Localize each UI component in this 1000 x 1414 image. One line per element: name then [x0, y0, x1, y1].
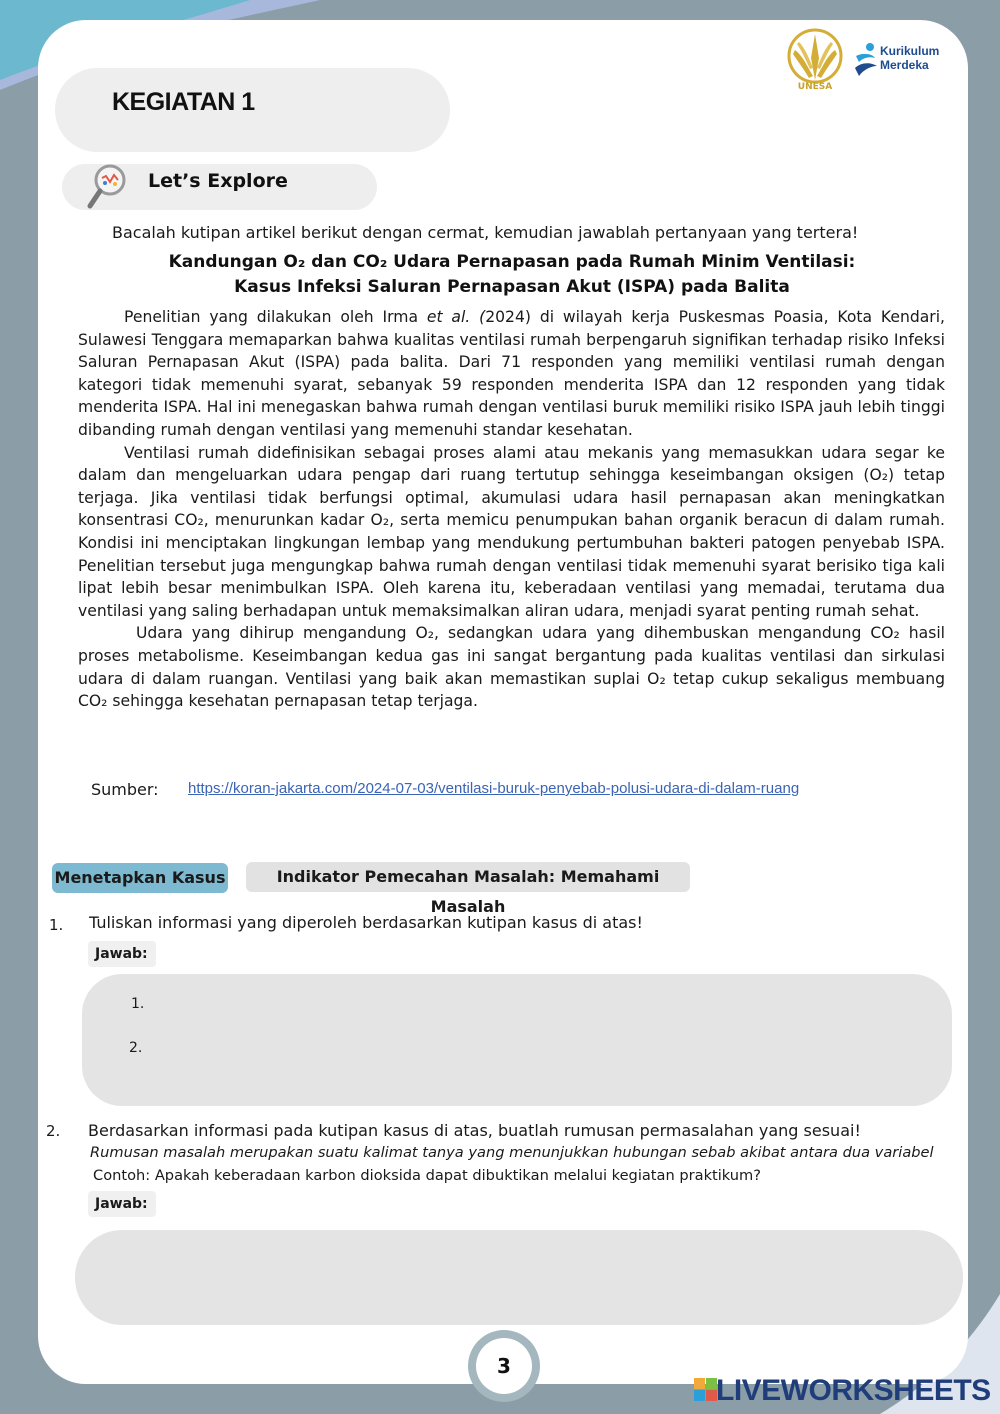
magnifier-icon [86, 162, 130, 210]
article-title-line: Kasus Infeksi Saluran Pernapasan Akut (ISPA) pada Balita [234, 277, 790, 297]
article-text: Penelitian yang dilakukan oleh Irma [124, 308, 427, 326]
page-number-badge [468, 1330, 540, 1402]
km-line1: Kurikulum [880, 44, 940, 58]
answer-item-number: 2. [129, 1040, 143, 1056]
article-title [78, 250, 946, 300]
page-title: KEGIATAN 1 [112, 88, 255, 116]
indicator-tag: Indikator Pemecahan Masalah: Memahami Masalah [246, 862, 690, 892]
source-label: Sumber: [91, 780, 159, 799]
answer-box[interactable] [82, 974, 952, 1106]
page-number: 3 [476, 1338, 532, 1394]
header-logos [783, 28, 953, 94]
article-paragraph: Ventilasi rumah didefinisikan sebagai proses alami atau mekanis yang memasukkan udara segar ke dalam dan mengeluarkan udara pengap dari ruang tertutup sehingga keseimbangan oksigen (O₂) tetap terjaga. Jika ventilasi tidak berfungsi optimal, akumulasi udara hasil pernapasan akan meningkatkan konsentrasi CO₂, menurunkan kadar O₂, serta memicu penumpukan bahan organik beracun di dalam rumah. Kondisi ini menciptakan lingkungan lembap yang mendukung pertumbuhan bakteri patogen penyebab ISPA. Penelitian tersebut juga mengungkap bahwa rumah dengan ventilasi tidak memenuhi syarat berisiko tiga kali lipat lebih besar menimbulkan ISPA. Oleh karena itu, keberadaan ventilasi yang memadai, terutama dua ventilasi yang saling berhadapan untuk memaksimalkan aliran udara, menjadi syarat penting rumah sehat. [78, 443, 945, 620]
instruction-text: Bacalah kutipan artikel berikut dengan cermat, kemudian jawablah pertanyaan yang tertera! [112, 223, 859, 242]
unesa-logo-text: UNESA [797, 82, 833, 92]
kurikulum-merdeka-logo-icon [853, 42, 879, 78]
kurikulum-merdeka-text [880, 44, 939, 72]
article-italic: et al. ( [426, 308, 486, 326]
question-text: Berdasarkan informasi pada kutipan kasus di atas, buatlah rumusan permasalahan yang sesuai! [88, 1121, 861, 1140]
article-title-line: Kandungan O₂ dan CO₂ Udara Pernapasan pada Rumah Minim Ventilasi: [168, 252, 856, 272]
source-link[interactable]: https://koran-jakarta.com/2024-07-03/ventilasi-buruk-penyebab-polusi-udara-di-dalam-ruang [188, 780, 800, 797]
liveworksheets-text: LIVEWORKSHEETS [716, 1374, 991, 1407]
question-example: Contoh: Apakah keberadaan karbon dioksida dapat dibuktikan melalui kegiatan praktikum? [93, 1167, 762, 1184]
liveworksheets-icon [694, 1378, 718, 1402]
km-line2: Merdeka [880, 58, 929, 72]
question-hint: Rumusan masalah merupakan suatu kalimat tanya yang menunjukkan hubungan sebab akibat antara dua variabel [90, 1144, 934, 1161]
article-body [78, 306, 945, 713]
question-text: Tuliskan informasi yang diperoleh berdasarkan kutipan kasus di atas! [89, 913, 643, 932]
article-paragraph: Udara yang dihirup mengandung O₂, sedangkan udara yang dihembuskan mengandung CO₂ hasil proses metabolisme. Keseimbangan kedua gas ini sangat bergantung pada kualitas ventilasi dan sirkulasi udara di dalam ruangan. Ventilasi yang baik akan memastikan suplai O₂ tetap cukup sekaligus membuang CO₂ sehingga kesehatan pernapasan tetap terjaga. [78, 624, 945, 711]
answer-item-number: 1. [131, 996, 145, 1012]
article-text: 2024) di wilayah kerja Puskesmas Poasia, Kota Kendari, Sulawesi Tenggara memaparkan bahwa kualitas ventilasi rumah berpengaruh signifikan terhadap risiko Infeksi Saluran Pernapasan Akut (ISPA) pada balita. Dari 71 responden yang memiliki ventilasi rumah dengan kategori tidak memenuhi syarat, sebanyak 59 responden menderita ISPA dan 12 responden yang tidak menderita ISPA. Hal ini menegaskan bahwa rumah dengan ventilasi buruk memiliki risiko ISPA jauh lebih tinggi dibanding rumah dengan ventilasi yang memenuhi standar kesehatan. [78, 308, 945, 439]
case-tag: Menetapkan Kasus [52, 863, 228, 893]
answer-label: Jawab: [88, 1191, 156, 1217]
section-title: Let’s Explore [148, 170, 288, 192]
question-number: 2. [46, 1122, 61, 1140]
article-paragraph [78, 306, 945, 442]
question-number: 1. [49, 916, 64, 934]
answer-label: Jawab: [88, 941, 156, 967]
answer-box[interactable] [75, 1230, 963, 1325]
